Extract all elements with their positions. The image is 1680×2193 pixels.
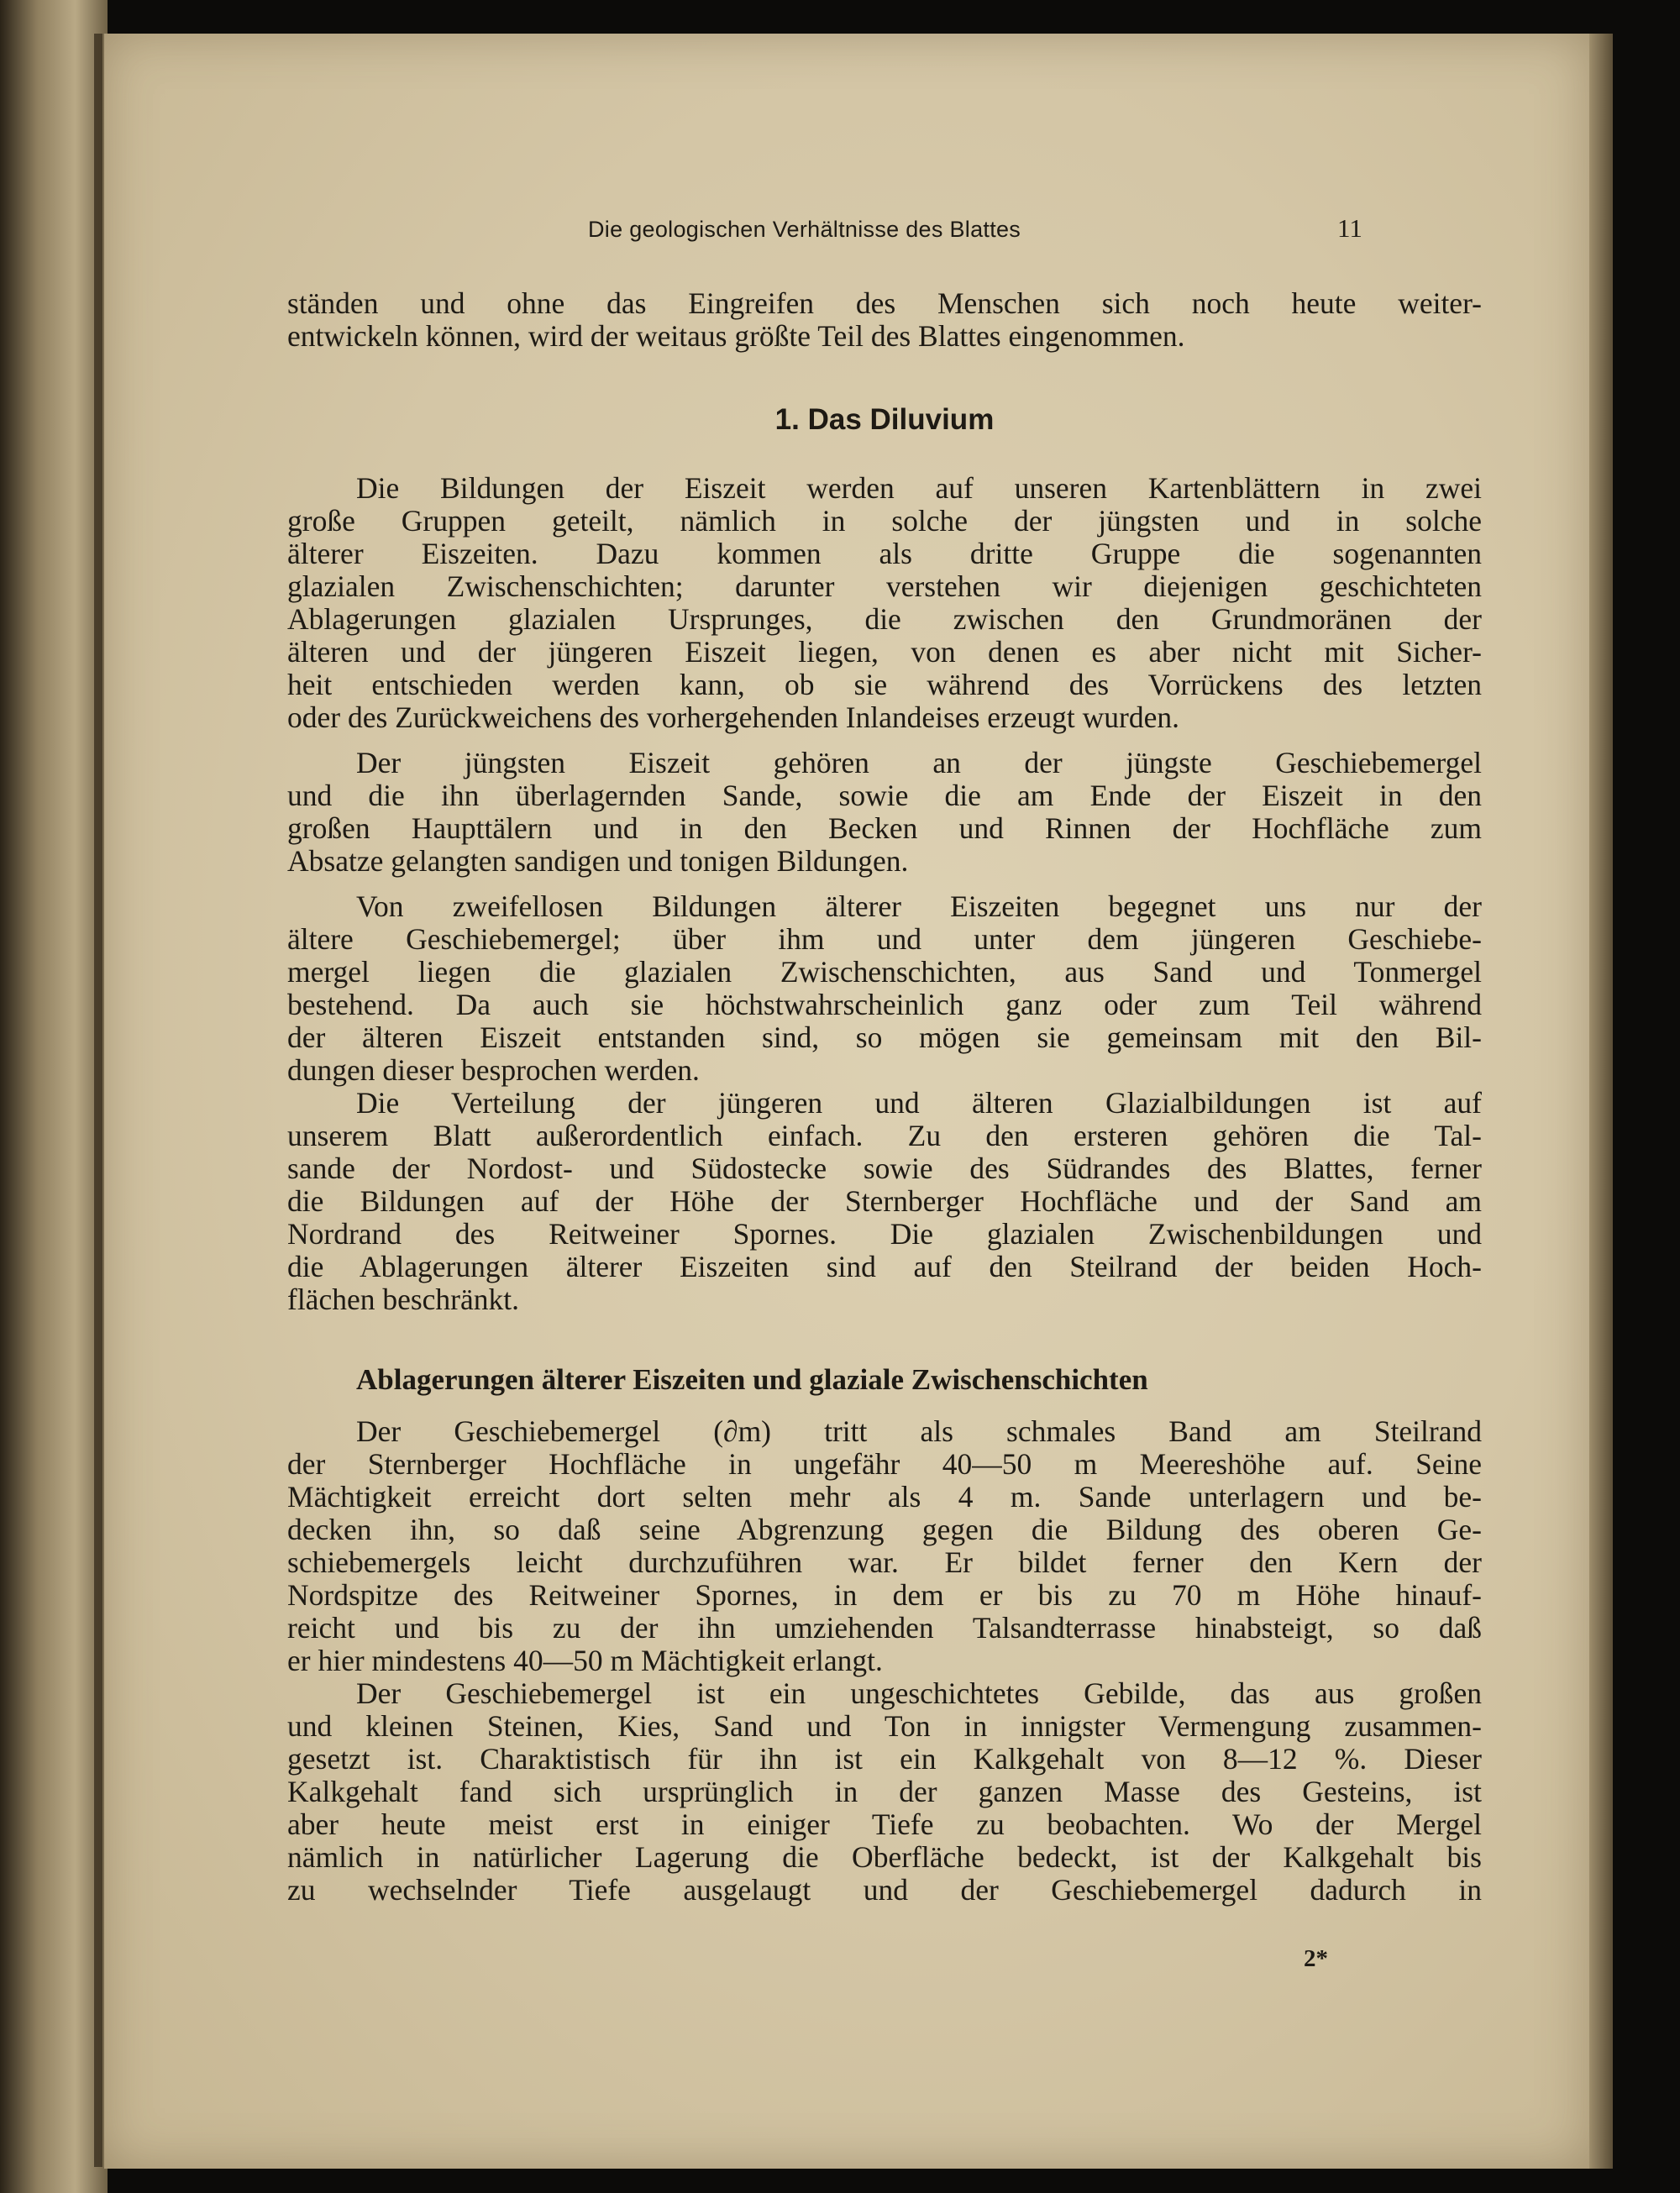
text-line: Der Geschiebemergel ist ein ungeschichtetes Gebilde, das aus großen <box>356 1676 1482 1710</box>
text-line: Ablagerungen glazialen Ursprunges, die zwischen den Grundmoränen der <box>287 602 1482 636</box>
text-line: unserem Blatt außerordentlich einfach. Zu den ersteren gehören die Tal- <box>287 1119 1482 1152</box>
text-line: Absatze gelangten sandigen und tonigen Bildungen. <box>287 844 909 878</box>
text-line: schiebemergels leicht durchzuführen war. Er bildet ferner den Kern der <box>287 1545 1482 1579</box>
text-line: die Ablagerungen älterer Eiszeiten sind auf den Steilrand der beiden Hoch- <box>287 1250 1482 1283</box>
text-line: älteren und der jüngeren Eiszeit liegen, von denen es aber nicht mit Sicher- <box>287 635 1482 669</box>
text-line: älterer Eiszeiten. Dazu kommen als dritte Gruppe die sogenannten <box>287 537 1482 570</box>
text-line: Mächtigkeit erreicht dort selten mehr als 4 m. Sande unterlagern und be- <box>287 1480 1482 1514</box>
text-line: bestehend. Da auch sie höchstwahrscheinlich ganz oder zum Teil während <box>287 988 1482 1021</box>
text-line: Kalkgehalt fand sich ursprünglich in der ganzen Masse des Gesteins, ist <box>287 1775 1482 1808</box>
paragraph <box>287 1087 1482 1316</box>
text-line: er hier mindestens 40—50 m Mächtigkeit erlangt. <box>287 1644 883 1677</box>
text-line: Die Bildungen der Eiszeit werden auf unseren Kartenblättern in zwei <box>356 471 1482 505</box>
page-edge-right <box>1589 34 1613 2169</box>
paragraph <box>287 472 1482 734</box>
running-header <box>104 213 1589 250</box>
text-line: Nordrand des Reitweiner Spornes. Die glazialen Zwischenbildungen und <box>287 1217 1482 1251</box>
page-number: 11 <box>1337 213 1362 243</box>
text-line: Von zweifellosen Bildungen älterer Eiszeiten begegnet uns nur der <box>356 889 1482 923</box>
text-line: der älteren Eiszeit entstanden sind, so mögen sie gemeinsam mit den Bil- <box>287 1020 1482 1054</box>
paragraph <box>287 890 1482 1087</box>
paragraph <box>287 1415 1482 1677</box>
text-line: nämlich in natürlicher Lagerung die Oberfläche bedeckt, ist der Kalkgehalt bis <box>287 1840 1482 1874</box>
text-line: Der Geschiebemergel (∂m) tritt als schmales Band am Steilrand <box>356 1414 1482 1448</box>
text-line: Der jüngsten Eiszeit gehören an der jüngste Geschiebemergel <box>356 746 1482 779</box>
text-line: und kleinen Steinen, Kies, Sand und Ton in innigster Vermengung zusammen- <box>287 1709 1482 1743</box>
text-line: ältere Geschiebemergel; über ihm und unter dem jüngeren Geschiebe- <box>287 922 1482 956</box>
text-line: glazialen Zwischenschichten; darunter verstehen wir diejenigen geschichteten <box>287 569 1482 603</box>
text-line: große Gruppen geteilt, nämlich in solche der jüngsten und in solche <box>287 504 1482 538</box>
text-line: heit entschieden werden kann, ob sie während des Vorrückens des letzten <box>287 668 1482 701</box>
section-heading: 1. Das Diluvium <box>774 403 995 436</box>
text-line: gesetzt ist. Charaktistisch für ihn ist ein Kalkgehalt von 8—12 %. Dieser <box>287 1742 1482 1776</box>
text-line: decken ihn, so daß seine Abgrenzung gegen die Bildung des oberen Ge- <box>287 1513 1482 1546</box>
text-line: zu wechselnder Tiefe ausgelaugt und der Geschiebemergel dadurch in <box>287 1873 1482 1907</box>
text-line: ständen und ohne das Eingreifen des Menschen sich noch heute weiter- <box>287 286 1482 320</box>
subsection-heading: Ablagerungen älterer Eiszeiten und glaziale Zwischenschichten <box>356 1363 1148 1396</box>
facing-page-edge <box>0 0 108 2193</box>
text-line: und die ihn überlagernden Sande, sowie die am Ende der Eiszeit in den <box>287 779 1482 812</box>
text-body <box>287 287 1482 1907</box>
text-line: flächen beschränkt. <box>287 1283 519 1316</box>
text-line: aber heute meist erst in einiger Tiefe zu beobachten. Wo der Mergel <box>287 1807 1482 1841</box>
paragraph <box>287 747 1482 878</box>
text-line: großen Haupttälern und in den Becken und Rinnen der Hochfläche zum <box>287 811 1482 845</box>
page-gutter <box>94 34 102 2167</box>
book-page <box>104 34 1589 2169</box>
text-line: die Bildungen auf der Höhe der Sternberger Hochfläche und der Sand am <box>287 1184 1482 1218</box>
text-line: Nordspitze des Reitweiner Spornes, in dem er bis zu 70 m Höhe hinauf- <box>287 1578 1482 1612</box>
text-line: sande der Nordost- und Südostecke sowie des Südrandes des Blattes, ferner <box>287 1152 1482 1185</box>
text-line: mergel liegen die glazialen Zwischenschichten, aus Sand und Tonmergel <box>287 955 1482 989</box>
text-line: dungen dieser besprochen werden. <box>287 1053 700 1087</box>
signature-mark: 2* <box>1304 1945 1328 1972</box>
text-line: oder des Zurückweichens des vorhergehenden Inlandeises erzeugt wurden. <box>287 700 1179 734</box>
paragraph <box>287 1677 1482 1907</box>
text-line: der Sternberger Hochfläche in ungefähr 40—50 m Meereshöhe auf. Seine <box>287 1447 1482 1481</box>
text-line: entwickeln können, wird der weitaus größte Teil des Blattes eingenommen. <box>287 319 1185 353</box>
text-line: Die Verteilung der jüngeren und älteren Glazialbildungen ist auf <box>356 1086 1482 1120</box>
text-line: reicht und bis zu der ihn umziehenden Talsandterrasse hinabsteigt, so daß <box>287 1611 1482 1645</box>
running-title: Die geologischen Verhältnisse des Blattes <box>588 217 1021 242</box>
